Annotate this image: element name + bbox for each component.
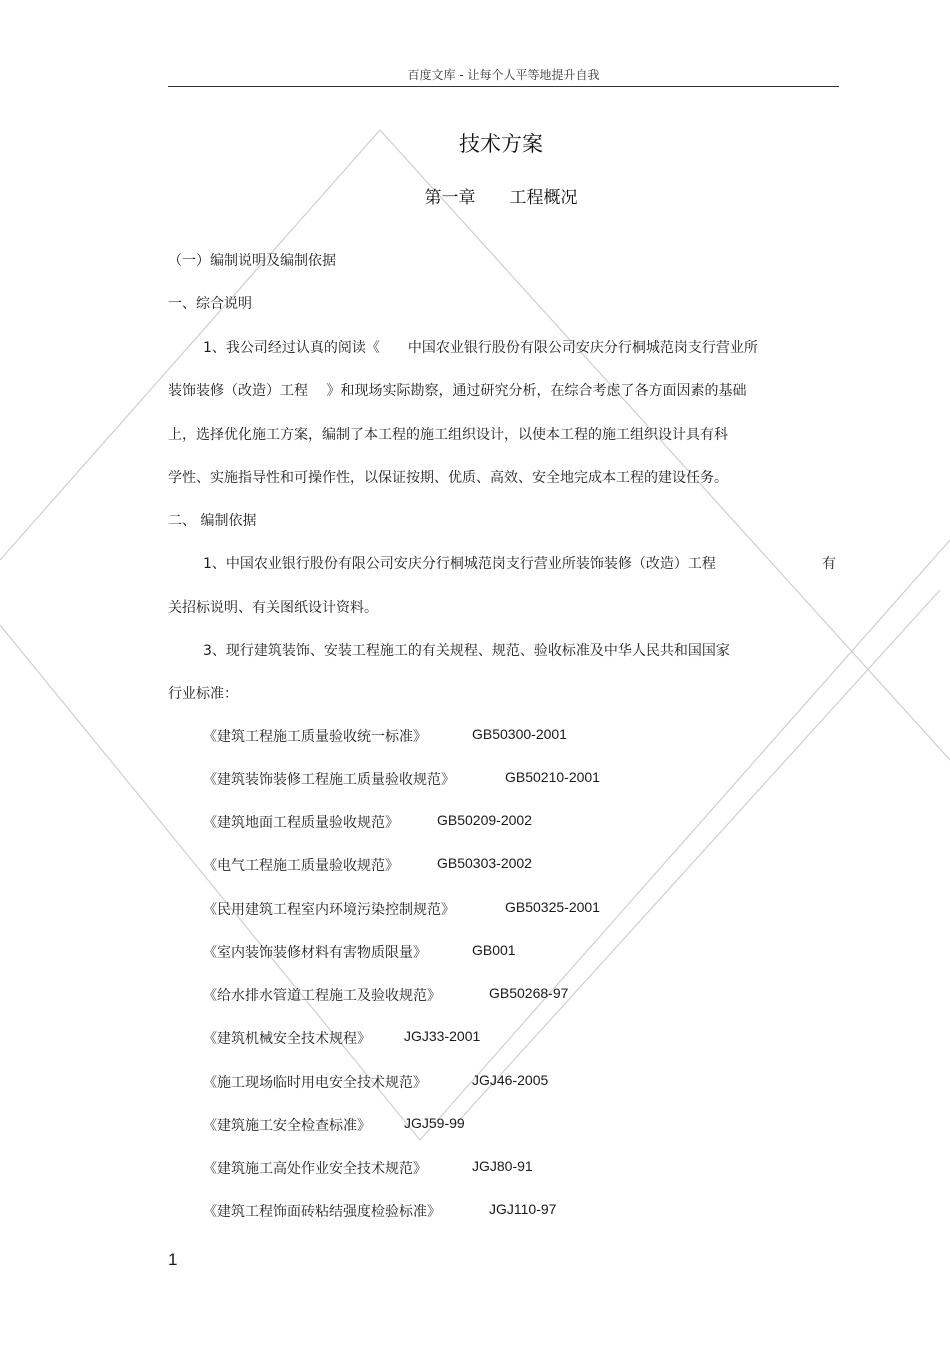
chapter-name: 工程概况 <box>509 188 578 208</box>
standard-item <box>203 726 427 746</box>
sub-heading-basis: 二、 编制依据 <box>168 513 257 529</box>
standard-name: 《民用建筑工程室内环境污染控制规范》 <box>203 902 455 918</box>
standard-code: GB50325-2001 <box>505 899 600 915</box>
standard-name: 《建筑装饰装修工程施工质量验收规范》 <box>203 772 455 788</box>
paragraph-line: 上，选择优化施工方案，编制了本工程的施工组织设计，以使本工程的施工组织设计具有科 <box>168 427 728 443</box>
paragraph-line: 行业标准： <box>168 686 238 702</box>
standard-item <box>203 985 441 1005</box>
chapter-heading <box>168 183 834 208</box>
standard-code: JGJ80-91 <box>472 1158 533 1174</box>
standard-item <box>203 769 455 789</box>
standard-item <box>203 1158 427 1178</box>
standard-code: JGJ33-2001 <box>404 1028 481 1044</box>
paragraph-line: 关招标说明、有关图纸设计资料。 <box>168 600 378 616</box>
standard-code: GB50300-2001 <box>472 726 567 742</box>
standard-name: 《建筑机械安全技术规程》 <box>203 1031 371 1047</box>
standard-name: 《室内装饰装修材料有害物质限量》 <box>203 945 427 961</box>
standard-code: GB50303-2002 <box>437 855 532 871</box>
sub-heading-overview: 一、综合说明 <box>168 296 252 312</box>
standard-name: 《建筑工程饰面砖粘结强度检验标准》 <box>203 1204 441 1220</box>
paragraph-line: 学性、实施指导性和可操作性，以保证按期、优质、高效、安全地完成本工程的建设任务。 <box>168 470 728 486</box>
chapter-label: 第一章 <box>424 188 476 208</box>
standard-name: 《施工现场临时用电安全技术规范》 <box>203 1075 427 1091</box>
standard-code: GB50210-2001 <box>505 769 600 785</box>
standard-item <box>203 1072 427 1092</box>
standard-item <box>203 1115 371 1135</box>
paragraph-line: 1、我公司经过认真的阅读《 中国农业银行股份有限公司安庆分行桐城范岗支行营业所 <box>203 340 758 356</box>
standard-code: GB50268-97 <box>489 985 569 1001</box>
standard-name: 《建筑施工高处作业安全技术规范》 <box>203 1161 427 1177</box>
standard-item <box>203 899 455 919</box>
paragraph-line: 装饰装修（改造）工程 》和现场实际勘察，通过研究分析，在综合考虑了各方面因素的基础 <box>168 383 747 399</box>
standard-name: 《建筑地面工程质量验收规范》 <box>203 815 399 831</box>
standard-item <box>203 855 399 875</box>
document-title: 技术方案 <box>459 132 543 156</box>
standard-name: 《电气工程施工质量验收规范》 <box>203 858 399 874</box>
standard-item <box>203 1201 441 1221</box>
header-divider <box>168 86 839 87</box>
paragraph-line-tail: 有 <box>822 556 836 572</box>
paragraph-line: 3、现行建筑装饰、安装工程施工的有关规程、规范、验收标准及中华人民共和国国家 <box>203 643 730 659</box>
standard-code: GB50209-2002 <box>437 812 532 828</box>
standard-item <box>203 942 427 962</box>
page-number: 1 <box>168 1250 178 1269</box>
section-heading: （一）编制说明及编制依据 <box>168 253 336 269</box>
standard-item <box>203 1028 371 1048</box>
page-header: 百度文库 - 让每个人平等地提升自我 <box>407 68 600 82</box>
standard-name: 《建筑工程施工质量验收统一标准》 <box>203 729 427 745</box>
standard-item <box>203 812 399 832</box>
paragraph-line: 1、中国农业银行股份有限公司安庆分行桐城范岗支行营业所装饰装修（改造）工程 <box>203 556 716 572</box>
standard-code: GB001 <box>472 942 516 958</box>
standard-code: JGJ46-2005 <box>472 1072 549 1088</box>
standard-code: JGJ59-99 <box>404 1115 465 1131</box>
standard-name: 《给水排水管道工程施工及验收规范》 <box>203 988 441 1004</box>
standard-code: JGJ110-97 <box>489 1201 557 1217</box>
standard-name: 《建筑施工安全检查标准》 <box>203 1118 371 1134</box>
